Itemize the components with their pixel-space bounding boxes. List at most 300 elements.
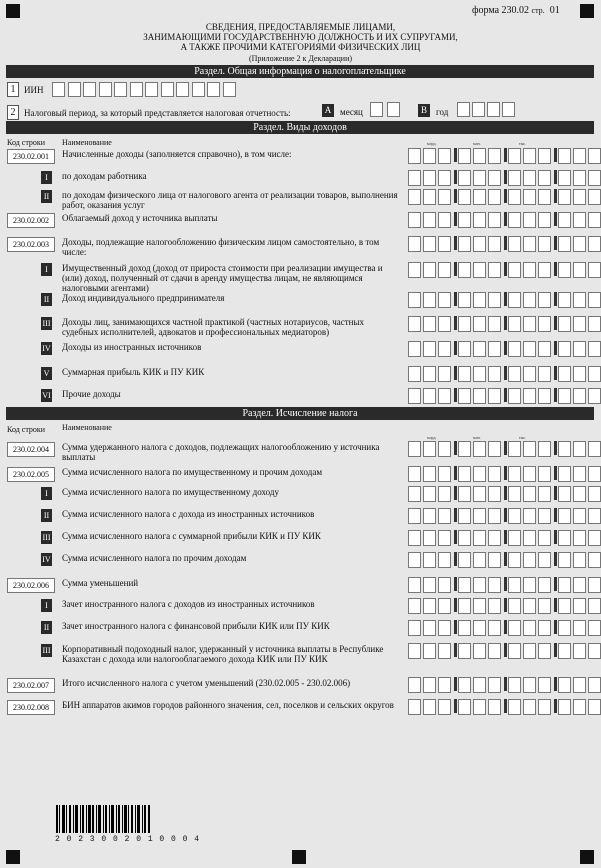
amount-cell[interactable] — [508, 148, 521, 164]
amount-cell[interactable] — [523, 316, 536, 332]
amount-cell[interactable] — [438, 366, 451, 382]
amount-cell[interactable] — [588, 366, 601, 382]
amount-cell[interactable] — [588, 530, 601, 546]
amount-cell[interactable] — [508, 316, 521, 332]
amount-cell[interactable] — [473, 441, 486, 457]
amount-cell[interactable] — [508, 530, 521, 546]
amount-cell[interactable] — [473, 620, 486, 636]
amount-cell[interactable] — [473, 677, 486, 693]
amount-cell[interactable] — [488, 598, 501, 614]
amount-cell[interactable] — [423, 620, 436, 636]
amount-grid[interactable] — [408, 643, 598, 659]
amount-cell[interactable] — [588, 620, 601, 636]
amount-cell[interactable] — [573, 552, 586, 568]
amount-cell[interactable] — [538, 620, 551, 636]
amount-cell[interactable] — [573, 366, 586, 382]
amount-cell[interactable] — [588, 643, 601, 659]
amount-cell[interactable] — [438, 316, 451, 332]
amount-cell[interactable] — [423, 598, 436, 614]
amount-cell[interactable] — [458, 292, 471, 308]
amount-cell[interactable] — [558, 316, 571, 332]
amount-cell[interactable] — [423, 677, 436, 693]
amount-cell[interactable] — [458, 341, 471, 357]
amount-cell[interactable] — [438, 148, 451, 164]
amount-grid[interactable] — [408, 262, 598, 278]
amount-cell[interactable] — [473, 366, 486, 382]
amount-cell[interactable] — [538, 212, 551, 228]
amount-grid[interactable] — [408, 148, 598, 164]
amount-cell[interactable] — [473, 262, 486, 278]
year-cell[interactable] — [472, 102, 485, 117]
amount-cell[interactable] — [438, 388, 451, 404]
amount-cell[interactable] — [423, 388, 436, 404]
amount-cell[interactable] — [488, 388, 501, 404]
amount-cell[interactable] — [488, 170, 501, 186]
amount-cell[interactable] — [538, 486, 551, 502]
amount-cell[interactable] — [473, 577, 486, 593]
amount-cell[interactable] — [523, 170, 536, 186]
iin-cell[interactable] — [161, 82, 174, 97]
amount-cell[interactable] — [573, 620, 586, 636]
amount-cell[interactable] — [408, 292, 421, 308]
amount-grid[interactable] — [408, 292, 598, 308]
amount-cell[interactable] — [508, 366, 521, 382]
amount-cell[interactable] — [508, 486, 521, 502]
amount-cell[interactable] — [538, 292, 551, 308]
amount-cell[interactable] — [558, 341, 571, 357]
amount-cell[interactable] — [458, 530, 471, 546]
amount-cell[interactable] — [423, 170, 436, 186]
amount-cell[interactable] — [408, 262, 421, 278]
amount-grid[interactable] — [408, 598, 598, 614]
amount-cell[interactable] — [558, 486, 571, 502]
amount-cell[interactable] — [558, 441, 571, 457]
amount-cell[interactable] — [588, 236, 601, 252]
amount-cell[interactable] — [488, 466, 501, 482]
amount-cell[interactable] — [523, 262, 536, 278]
amount-cell[interactable] — [473, 508, 486, 524]
amount-cell[interactable] — [458, 148, 471, 164]
iin-cell[interactable] — [68, 82, 81, 97]
amount-cell[interactable] — [473, 189, 486, 205]
amount-cell[interactable] — [508, 189, 521, 205]
amount-cell[interactable] — [458, 643, 471, 659]
amount-cell[interactable] — [523, 508, 536, 524]
amount-cell[interactable] — [508, 441, 521, 457]
amount-cell[interactable] — [408, 316, 421, 332]
amount-grid[interactable] — [408, 486, 598, 502]
amount-cell[interactable] — [538, 508, 551, 524]
amount-cell[interactable] — [523, 148, 536, 164]
amount-cell[interactable] — [523, 677, 536, 693]
amount-cell[interactable] — [573, 699, 586, 715]
amount-cell[interactable] — [573, 388, 586, 404]
amount-cell[interactable] — [438, 212, 451, 228]
amount-cell[interactable] — [538, 341, 551, 357]
amount-cell[interactable] — [573, 677, 586, 693]
amount-cell[interactable] — [488, 441, 501, 457]
amount-cell[interactable] — [423, 148, 436, 164]
amount-grid[interactable] — [408, 366, 598, 382]
amount-cell[interactable] — [538, 699, 551, 715]
amount-cell[interactable] — [423, 292, 436, 308]
amount-cell[interactable] — [458, 508, 471, 524]
amount-cell[interactable] — [458, 577, 471, 593]
amount-cell[interactable] — [538, 677, 551, 693]
amount-cell[interactable] — [488, 643, 501, 659]
amount-cell[interactable] — [573, 212, 586, 228]
amount-cell[interactable] — [408, 236, 421, 252]
amount-cell[interactable] — [423, 466, 436, 482]
amount-grid[interactable] — [408, 170, 598, 186]
amount-cell[interactable] — [438, 292, 451, 308]
amount-cell[interactable] — [573, 466, 586, 482]
amount-cell[interactable] — [588, 292, 601, 308]
amount-cell[interactable] — [488, 262, 501, 278]
amount-grid[interactable] — [408, 699, 598, 715]
amount-cell[interactable] — [408, 699, 421, 715]
amount-cell[interactable] — [438, 552, 451, 568]
amount-cell[interactable] — [538, 577, 551, 593]
amount-cell[interactable] — [508, 388, 521, 404]
amount-cell[interactable] — [523, 366, 536, 382]
amount-cell[interactable] — [438, 170, 451, 186]
amount-cell[interactable] — [558, 292, 571, 308]
amount-cell[interactable] — [458, 598, 471, 614]
amount-cell[interactable] — [508, 466, 521, 482]
amount-cell[interactable] — [588, 486, 601, 502]
amount-cell[interactable] — [423, 577, 436, 593]
amount-cell[interactable] — [538, 466, 551, 482]
amount-cell[interactable] — [488, 316, 501, 332]
amount-cell[interactable] — [408, 148, 421, 164]
amount-cell[interactable] — [423, 486, 436, 502]
amount-cell[interactable] — [473, 170, 486, 186]
amount-cell[interactable] — [408, 598, 421, 614]
amount-cell[interactable] — [508, 262, 521, 278]
amount-cell[interactable] — [573, 643, 586, 659]
amount-cell[interactable] — [508, 341, 521, 357]
amount-cell[interactable] — [523, 236, 536, 252]
amount-cell[interactable] — [438, 530, 451, 546]
amount-cell[interactable] — [588, 441, 601, 457]
amount-cell[interactable] — [408, 486, 421, 502]
amount-cell[interactable] — [458, 441, 471, 457]
amount-cell[interactable] — [538, 441, 551, 457]
amount-cell[interactable] — [408, 441, 421, 457]
amount-cell[interactable] — [488, 486, 501, 502]
amount-cell[interactable] — [408, 677, 421, 693]
amount-cell[interactable] — [558, 530, 571, 546]
amount-cell[interactable] — [573, 292, 586, 308]
amount-cell[interactable] — [488, 530, 501, 546]
amount-cell[interactable] — [523, 441, 536, 457]
amount-cell[interactable] — [523, 189, 536, 205]
amount-cell[interactable] — [473, 598, 486, 614]
amount-cell[interactable] — [438, 620, 451, 636]
amount-cell[interactable] — [508, 643, 521, 659]
amount-grid[interactable] — [408, 677, 598, 693]
amount-cell[interactable] — [423, 236, 436, 252]
iin-cell[interactable] — [52, 82, 65, 97]
amount-cell[interactable] — [458, 466, 471, 482]
amount-cell[interactable] — [558, 577, 571, 593]
amount-cell[interactable] — [408, 508, 421, 524]
amount-cell[interactable] — [538, 643, 551, 659]
amount-cell[interactable] — [488, 212, 501, 228]
amount-cell[interactable] — [573, 341, 586, 357]
amount-grid[interactable] — [408, 341, 598, 357]
amount-cell[interactable] — [458, 212, 471, 228]
amount-cell[interactable] — [508, 699, 521, 715]
amount-cell[interactable] — [588, 466, 601, 482]
amount-cell[interactable] — [538, 388, 551, 404]
amount-cell[interactable] — [538, 598, 551, 614]
amount-cell[interactable] — [423, 366, 436, 382]
amount-cell[interactable] — [508, 598, 521, 614]
amount-cell[interactable] — [508, 292, 521, 308]
amount-cell[interactable] — [573, 189, 586, 205]
amount-cell[interactable] — [488, 699, 501, 715]
amount-cell[interactable] — [573, 598, 586, 614]
amount-cell[interactable] — [538, 530, 551, 546]
amount-cell[interactable] — [523, 643, 536, 659]
amount-cell[interactable] — [558, 643, 571, 659]
amount-cell[interactable] — [488, 552, 501, 568]
amount-cell[interactable] — [558, 148, 571, 164]
amount-cell[interactable] — [588, 598, 601, 614]
amount-cell[interactable] — [473, 148, 486, 164]
amount-cell[interactable] — [488, 189, 501, 205]
amount-cell[interactable] — [508, 212, 521, 228]
amount-cell[interactable] — [573, 170, 586, 186]
amount-cell[interactable] — [523, 620, 536, 636]
amount-cell[interactable] — [423, 316, 436, 332]
amount-cell[interactable] — [508, 552, 521, 568]
amount-cell[interactable] — [458, 699, 471, 715]
amount-cell[interactable] — [508, 508, 521, 524]
amount-cell[interactable] — [488, 148, 501, 164]
amount-cell[interactable] — [538, 316, 551, 332]
amount-cell[interactable] — [523, 212, 536, 228]
amount-cell[interactable] — [508, 677, 521, 693]
amount-cell[interactable] — [473, 643, 486, 659]
amount-cell[interactable] — [573, 508, 586, 524]
amount-cell[interactable] — [408, 552, 421, 568]
amount-cell[interactable] — [473, 236, 486, 252]
iin-cell[interactable] — [83, 82, 96, 97]
amount-cell[interactable] — [423, 341, 436, 357]
amount-cell[interactable] — [523, 486, 536, 502]
amount-cell[interactable] — [408, 341, 421, 357]
amount-cell[interactable] — [538, 189, 551, 205]
amount-grid[interactable] — [408, 466, 598, 482]
amount-cell[interactable] — [588, 316, 601, 332]
iin-cell[interactable] — [192, 82, 205, 97]
amount-cell[interactable] — [438, 466, 451, 482]
amount-cell[interactable] — [438, 508, 451, 524]
amount-cell[interactable] — [458, 189, 471, 205]
amount-cell[interactable] — [538, 170, 551, 186]
amount-cell[interactable] — [558, 466, 571, 482]
amount-grid[interactable] — [408, 388, 598, 404]
amount-cell[interactable] — [588, 699, 601, 715]
amount-cell[interactable] — [523, 292, 536, 308]
amount-cell[interactable] — [438, 598, 451, 614]
amount-grid[interactable] — [408, 212, 598, 228]
amount-cell[interactable] — [558, 699, 571, 715]
amount-grid[interactable] — [408, 577, 598, 593]
amount-cell[interactable] — [458, 552, 471, 568]
amount-cell[interactable] — [473, 388, 486, 404]
amount-cell[interactable] — [523, 530, 536, 546]
amount-cell[interactable] — [473, 316, 486, 332]
amount-cell[interactable] — [458, 262, 471, 278]
amount-cell[interactable] — [488, 577, 501, 593]
amount-cell[interactable] — [408, 643, 421, 659]
amount-grid[interactable] — [408, 441, 598, 457]
amount-cell[interactable] — [558, 170, 571, 186]
amount-cell[interactable] — [458, 170, 471, 186]
amount-cell[interactable] — [473, 486, 486, 502]
amount-cell[interactable] — [488, 508, 501, 524]
amount-cell[interactable] — [588, 552, 601, 568]
iin-cell[interactable] — [114, 82, 127, 97]
amount-cell[interactable] — [408, 577, 421, 593]
amount-cell[interactable] — [588, 189, 601, 205]
iin-cell[interactable] — [99, 82, 112, 97]
amount-cell[interactable] — [573, 486, 586, 502]
amount-cell[interactable] — [458, 677, 471, 693]
amount-cell[interactable] — [588, 148, 601, 164]
amount-cell[interactable] — [558, 677, 571, 693]
iin-cell[interactable] — [207, 82, 220, 97]
amount-cell[interactable] — [538, 148, 551, 164]
amount-cell[interactable] — [408, 170, 421, 186]
amount-cell[interactable] — [588, 341, 601, 357]
amount-grid[interactable] — [408, 552, 598, 568]
amount-cell[interactable] — [508, 577, 521, 593]
amount-cell[interactable] — [408, 212, 421, 228]
amount-grid[interactable] — [408, 508, 598, 524]
year-cell[interactable] — [457, 102, 470, 117]
amount-cell[interactable] — [488, 620, 501, 636]
amount-cell[interactable] — [573, 577, 586, 593]
amount-grid[interactable] — [408, 620, 598, 636]
amount-cell[interactable] — [558, 388, 571, 404]
amount-cell[interactable] — [558, 212, 571, 228]
amount-cell[interactable] — [458, 366, 471, 382]
amount-cell[interactable] — [473, 466, 486, 482]
amount-cell[interactable] — [458, 236, 471, 252]
amount-cell[interactable] — [408, 530, 421, 546]
amount-cell[interactable] — [473, 530, 486, 546]
amount-grid[interactable] — [408, 316, 598, 332]
amount-cell[interactable] — [473, 292, 486, 308]
amount-cell[interactable] — [473, 341, 486, 357]
amount-cell[interactable] — [573, 262, 586, 278]
amount-cell[interactable] — [538, 236, 551, 252]
amount-cell[interactable] — [558, 189, 571, 205]
amount-cell[interactable] — [488, 292, 501, 308]
amount-cell[interactable] — [423, 552, 436, 568]
month-cell[interactable] — [370, 102, 383, 117]
amount-cell[interactable] — [523, 466, 536, 482]
amount-cell[interactable] — [423, 530, 436, 546]
amount-cell[interactable] — [523, 388, 536, 404]
amount-cell[interactable] — [438, 441, 451, 457]
amount-cell[interactable] — [588, 677, 601, 693]
amount-cell[interactable] — [573, 530, 586, 546]
amount-cell[interactable] — [523, 341, 536, 357]
amount-cell[interactable] — [538, 552, 551, 568]
amount-cell[interactable] — [558, 552, 571, 568]
amount-cell[interactable] — [408, 388, 421, 404]
amount-grid[interactable] — [408, 189, 598, 205]
amount-grid[interactable] — [408, 530, 598, 546]
amount-cell[interactable] — [458, 620, 471, 636]
amount-cell[interactable] — [558, 620, 571, 636]
amount-cell[interactable] — [588, 577, 601, 593]
amount-cell[interactable] — [508, 236, 521, 252]
amount-cell[interactable] — [408, 466, 421, 482]
amount-cell[interactable] — [458, 486, 471, 502]
amount-cell[interactable] — [588, 508, 601, 524]
iin-cell[interactable] — [145, 82, 158, 97]
amount-cell[interactable] — [438, 341, 451, 357]
month-cell[interactable] — [387, 102, 400, 117]
amount-cell[interactable] — [408, 620, 421, 636]
amount-cell[interactable] — [458, 316, 471, 332]
amount-cell[interactable] — [473, 699, 486, 715]
amount-cell[interactable] — [588, 262, 601, 278]
amount-cell[interactable] — [488, 366, 501, 382]
amount-grid[interactable] — [408, 236, 598, 252]
amount-cell[interactable] — [423, 189, 436, 205]
amount-cell[interactable] — [438, 677, 451, 693]
amount-cell[interactable] — [438, 189, 451, 205]
amount-cell[interactable] — [408, 366, 421, 382]
amount-cell[interactable] — [438, 699, 451, 715]
amount-cell[interactable] — [573, 441, 586, 457]
amount-cell[interactable] — [523, 598, 536, 614]
iin-cell[interactable] — [223, 82, 236, 97]
amount-cell[interactable] — [408, 189, 421, 205]
amount-cell[interactable] — [523, 699, 536, 715]
year-cell[interactable] — [502, 102, 515, 117]
year-cell[interactable] — [487, 102, 500, 117]
amount-cell[interactable] — [558, 236, 571, 252]
amount-cell[interactable] — [488, 236, 501, 252]
amount-cell[interactable] — [423, 212, 436, 228]
amount-cell[interactable] — [538, 262, 551, 278]
amount-cell[interactable] — [423, 508, 436, 524]
amount-cell[interactable] — [458, 388, 471, 404]
amount-cell[interactable] — [588, 212, 601, 228]
amount-cell[interactable] — [523, 552, 536, 568]
amount-cell[interactable] — [588, 170, 601, 186]
amount-cell[interactable] — [508, 170, 521, 186]
amount-cell[interactable] — [558, 262, 571, 278]
amount-cell[interactable] — [538, 366, 551, 382]
iin-cell[interactable] — [130, 82, 143, 97]
amount-cell[interactable] — [558, 366, 571, 382]
amount-cell[interactable] — [573, 236, 586, 252]
amount-cell[interactable] — [523, 577, 536, 593]
amount-cell[interactable] — [438, 486, 451, 502]
amount-cell[interactable] — [423, 262, 436, 278]
amount-cell[interactable] — [438, 577, 451, 593]
